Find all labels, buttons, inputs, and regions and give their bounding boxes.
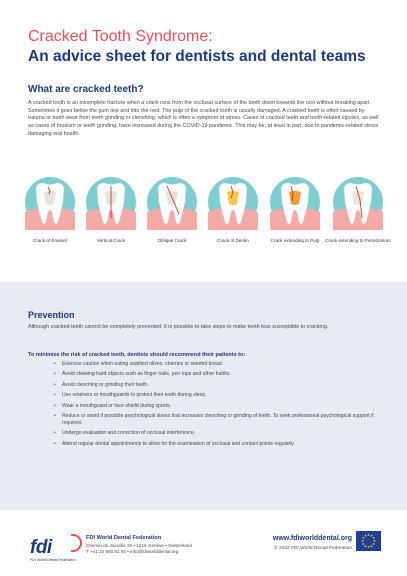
fdi-logo: fdi bbox=[30, 537, 52, 558]
list-item: • Avoid chewing hard objects such as finger nails, pen tops and other habits. bbox=[62, 371, 392, 378]
list-item: • Wear a mouthguard or face shield during sports. bbox=[62, 403, 392, 410]
what-body: A cracked tooth is an incomplete fracture when a crack runs from the occlusal surface of the tooth down towards the root without breaking apart. Sometimes it goes below the gum line and into the root. The pulp of the cracked tooth is usually damaged. A cracked tooth is often caused by trauma or tooth wear from teeth grinding or clenching, which is often a symptom of stress. Cases of cracked teeth and tooth-related injuries, as well as cases of bruxism or teeth grinding, have increased during the COVID-19 pandemic. This may be, at least in part, due to pandemic-related stress damaging oral health. bbox=[28, 100, 379, 137]
tooth-label: Oblique Crack bbox=[157, 238, 187, 243]
eu-flag-icon bbox=[356, 531, 381, 551]
org-name: FDI World Dental Federation bbox=[86, 535, 162, 541]
prevention-intro: Although cracked teeth cannot be completely prevented, it is possible to take steps to make teeth less susceptible to cracking. bbox=[28, 324, 329, 330]
tooth-item-oblique bbox=[142, 174, 202, 264]
tooth-item-periodontum bbox=[325, 174, 391, 264]
tooth-item-pulp bbox=[265, 174, 325, 264]
tooth-crack-diagrams bbox=[20, 174, 391, 264]
list-item: • Attend regular dental appointments to allow for the examination of occlusal and contact points regularly. bbox=[62, 441, 392, 448]
list-item: • Avoid clenching or grinding their teeth. bbox=[62, 382, 392, 389]
tooth-label: Crack extending to Pulp bbox=[270, 238, 320, 243]
list-item: • Exercise caution when eating unpitted olives, cherries or seeded bread. bbox=[62, 361, 392, 368]
org-address: Chemin de Joinville 26 • 1216 Genève • Switzerland bbox=[86, 543, 192, 548]
tooth-label: Crack extending to Periodontum bbox=[325, 238, 391, 243]
prevention-heading: Prevention bbox=[28, 310, 75, 320]
list-item: • Use retainers or mouthguards to protect their teeth during sleep. bbox=[62, 392, 392, 399]
copyright: © 2022 FDI World Dental Federation bbox=[274, 546, 352, 551]
prevention-list bbox=[62, 361, 392, 451]
tooth-label: Vertical Crack bbox=[96, 238, 126, 243]
org-contact: T +41 22 560 81 50 • info@fdiworlddental.org bbox=[86, 549, 179, 554]
footer bbox=[0, 510, 407, 576]
tooth-item-vertical bbox=[81, 174, 141, 264]
list-item: • Reduce or avoid if possible psychological stress that increases clenching or grinding of teeth. To seek professional psychological support if required. bbox=[62, 413, 392, 427]
fdi-logo-subtitle: FDI World Dental Federation bbox=[30, 558, 76, 562]
tooth-label: Crack of Dentin bbox=[217, 238, 249, 243]
prevention-subheading: To minimize the risk of cracked teeth, dentists should recommend their patients to: bbox=[28, 352, 246, 358]
tooth-item-dentin bbox=[203, 174, 263, 264]
tooth-label: Crack of Enamel bbox=[33, 238, 67, 243]
what-heading: What are cracked teeth? bbox=[28, 84, 144, 95]
tooth-item-enamel bbox=[20, 174, 80, 264]
page-title: Cracked Tooth Syndrome: bbox=[28, 28, 213, 45]
list-item: • Undergo evaluation and correction of occlusal interference. bbox=[62, 430, 392, 437]
page-subtitle: An advice sheet for dentists and dental teams bbox=[28, 48, 366, 65]
website-link[interactable]: www.fdiworlddental.org bbox=[272, 535, 352, 542]
